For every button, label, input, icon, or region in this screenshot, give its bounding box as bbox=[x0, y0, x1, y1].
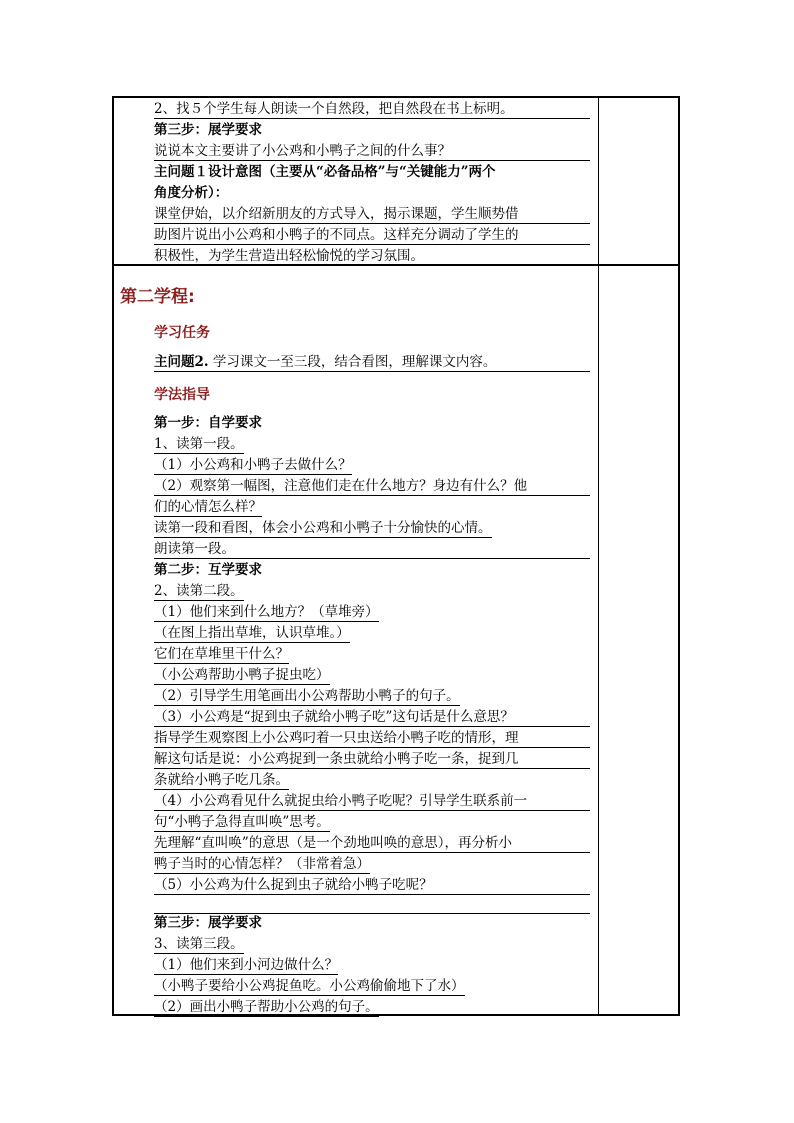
section-heading: 第二学程: bbox=[120, 287, 195, 307]
lesson-table bbox=[112, 96, 680, 1016]
text-line: 朗读第一段。 bbox=[154, 540, 590, 559]
text-line: 1、读第一段。 bbox=[154, 436, 244, 452]
blank-line bbox=[154, 895, 590, 914]
text-line: （小公鸡帮助小鸭子捉虫吃） bbox=[154, 667, 330, 683]
step-title: 第三步：展学要求 bbox=[154, 915, 262, 931]
main-question-label: 主问题2. bbox=[154, 354, 209, 370]
text-line: 先理解“直叫唤”的意思（是一个劲地叫唤的意思），再分析小 bbox=[154, 834, 590, 853]
text-line: 解这句话是说：小公鸡捉到一条虫就给小鸭子吃一条，捉到几 bbox=[154, 750, 590, 769]
text-line: （2）观察第一幅图，注意他们走在什么地方？身边有什么？他 bbox=[154, 477, 590, 496]
main-question-text: 学习课文一至三段，结合看图，理解课文内容。 bbox=[208, 354, 497, 370]
text-line: （4）小公鸡看见什么就捉虫给小鸭子吃呢？引导学生联系前一 bbox=[154, 792, 590, 811]
text-line: 句“小鸭子急得直叫唤”思考。 bbox=[154, 814, 330, 830]
text-line: 2、读第二段。 bbox=[154, 583, 244, 599]
text-line: 说说本文主要讲了小公鸡和小鸭子之间的什么事？ bbox=[154, 142, 590, 161]
text-line: （在图上指出草堆，认识草堆。） bbox=[154, 625, 350, 641]
text-line: （1）他们来到小河边做什么？ bbox=[154, 957, 339, 973]
design-intent-title: 主问题１设计意图（主要从“必备品格”与“关键能力”两个 bbox=[154, 164, 496, 180]
text-line: 2、找５个学生每人朗读一个自然段，把自然段在书上标明。 bbox=[154, 100, 590, 119]
design-intent-title-cont: 角度分析）： bbox=[154, 185, 229, 201]
text-line: 鸭子当时的心情怎样？（非常着急） bbox=[154, 856, 370, 872]
text-line: （1）他们来到什么地方？（草堆旁） bbox=[154, 604, 379, 620]
task-title: 学习任务 bbox=[154, 325, 210, 341]
text-line: 积极性，为学生营造出轻松愉悦的学习氛围。 bbox=[154, 247, 590, 266]
step-title: 第二步：互学要求 bbox=[154, 562, 262, 578]
text-line: （5）小公鸡为什么捉到虫子就给小鸭子吃呢？ bbox=[154, 876, 590, 895]
text-line: 助图片说出小公鸡和小鸭子的不同点。这样充分调动了学生的 bbox=[154, 226, 590, 245]
text-line: （2）画出小鸭子帮助小公鸡的句子。 bbox=[154, 999, 379, 1015]
step-title: 第一步：自学要求 bbox=[154, 415, 262, 431]
main-question bbox=[154, 353, 590, 372]
text-line: 指导学生观察图上小公鸡叼着一只虫送给小鸭子吃的情形，理 bbox=[154, 729, 590, 748]
text-line: 们的心情怎么样？ bbox=[154, 499, 262, 515]
method-title: 学法指导 bbox=[154, 387, 210, 403]
text-line: 3、读第三段。 bbox=[154, 936, 244, 952]
step-title: 第三步：展学要求 bbox=[154, 122, 262, 138]
text-line: （2）引导学生用笔画出小公鸡帮助小鸭子的句子。 bbox=[154, 688, 460, 704]
text-line: 读第一段和看图，体会小公鸡和小鸭子十分愉快的心情。 bbox=[154, 520, 492, 536]
text-line: （1）小公鸡和小鸭子去做什么？ bbox=[154, 457, 352, 473]
text-line: （3）小公鸡是“捉到虫子就给小鸭子吃”这句话是什么意思？ bbox=[154, 708, 590, 727]
text-line: 条就给小鸭子吃几条。 bbox=[154, 772, 289, 788]
column-divider bbox=[598, 98, 599, 1014]
text-line: 它们在草堆里干什么？ bbox=[154, 646, 289, 662]
text-line: （小鸭子要给小公鸡捉鱼吃。小公鸡偷偷地下了水） bbox=[154, 978, 465, 994]
text-line: 课堂伊始，以介绍新朋友的方式导入，揭示课题，学生顺势借 bbox=[154, 205, 590, 224]
